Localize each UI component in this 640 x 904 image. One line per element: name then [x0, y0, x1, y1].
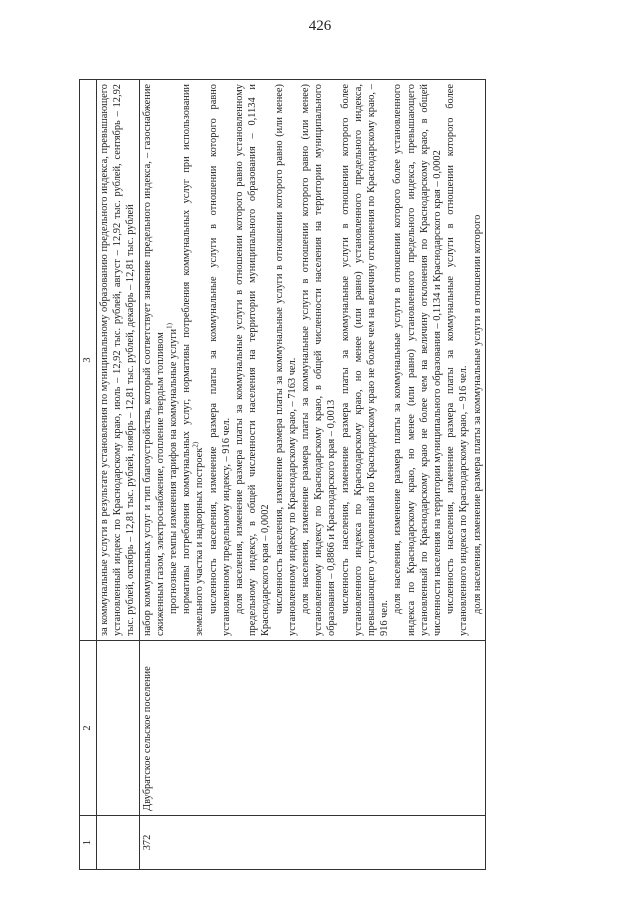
table-row-continued	[97, 80, 140, 870]
paragraph-population-more: численность населения, изменение размера платы за коммунальные услуги в отношении которого более установленного индекса по Краснодарскому краю, – 916 чел.	[445, 84, 470, 636]
header-col-3: 3	[80, 80, 97, 641]
cell-empty-number	[97, 816, 140, 870]
footnote-marker-1: 1)	[165, 323, 174, 329]
header-col-1: 1	[80, 816, 97, 870]
consumption-norms-text: нормативы потребления коммунальных услуг, нормативы потребления коммунальных услуг при использовании земельного участка и надворных построек	[181, 84, 206, 636]
table-row-372	[139, 80, 485, 870]
cell-continued-text	[97, 80, 140, 641]
paragraph-tariff-rates	[167, 84, 180, 636]
paragraph-share-equal: доля населения, изменение размера платы за коммунальные услуги в отношении которого равно установленному предельному индексу, в общей численности населения на территории муниципального образования – 0,1134 и Краснодарского края – 0,0002	[234, 84, 272, 636]
cell-settlement-name: Двубратское сельское поселение	[139, 641, 485, 816]
municipal-utilities-table	[79, 79, 486, 870]
page-number: 426	[308, 18, 332, 34]
tariff-rates-text: прогнозные темпы изменения тарифов на коммунальные услуги	[168, 328, 180, 614]
cell-indicators	[139, 80, 485, 641]
paragraph-share-less: доля населения, изменение размера платы за коммунальные услуги в отношении которого равно (или менее) установленному индексу по Краснодарскому краю, в общей численности населения на территории муниципального образования – 0,8866 и Краснодарского края – 0,0013	[300, 84, 338, 636]
paragraph-population-between: численность населения, изменение размера платы за коммунальные услуги в отношении которого более установленного индекса по Краснодарскому краю, но менее (или равно) установленного предельного индекса, превышающего установленный по Краснодарскому краю не более чем на величину отклонения по Краснодарскому краю, – 916 чел.	[339, 84, 391, 636]
cell-row-number: 372	[139, 816, 485, 870]
cell-empty-name	[97, 641, 140, 816]
paragraph-share-more: доля населения, изменение размера платы за коммунальные услуги в отношении которого	[471, 214, 483, 614]
footnote-marker-2: 2)	[191, 441, 200, 448]
table-header-row	[80, 80, 97, 870]
continued-paragraph: за коммунальные услуги в результате установления по муниципальному образованию предельного индекса, превышающего установленный индекс по Краснодарскому краю, июль – 12,92 тыс. рублей, август – 12,92 тыс. рублей, сентябрь – 12,92 тыс. рублей, октябрь – 12,81 тыс. рублей, ноябрь – 12,81 тыс. рублей, декабрь – 12,81 тыс. рублей	[99, 84, 137, 636]
paragraph-consumption-norms	[180, 84, 206, 636]
rotated-content	[79, 80, 585, 870]
header-col-2: 2	[80, 641, 97, 816]
paragraph-share-between: доля населения, изменение размера платы за коммунальные услуги в отношении которого более установленного индекса по Краснодарскому краю, но менее (или равно) установленного предельного индекса, превышающего установленный по Краснодарскому краю не более чем на величину отклонения по Краснодарскому краю, в общей численности населения на территории муниципального образования – 0,1134 и Краснодарского края – 0,0002	[392, 84, 444, 636]
paragraph-services-set: набор коммунальных услуг и тип благоустройства, который соответствует значение предельного индекса, – газоснабжение сжиженным газом, электроснабжение, отопление твердым топливом	[141, 84, 166, 636]
paragraph-population-less: численность населения, изменение размера платы за коммунальные услуги в отношении которого равно (или менее) установленному индексу по Краснодарскому краю, – 7163 чел.	[273, 84, 298, 636]
paragraph-population-equal: численность населения, изменение размера платы за коммунальные услуги в отношении которого равно установленному предельному индексу, – 916 чел.	[207, 84, 232, 636]
rotated-table-area	[79, 80, 585, 870]
